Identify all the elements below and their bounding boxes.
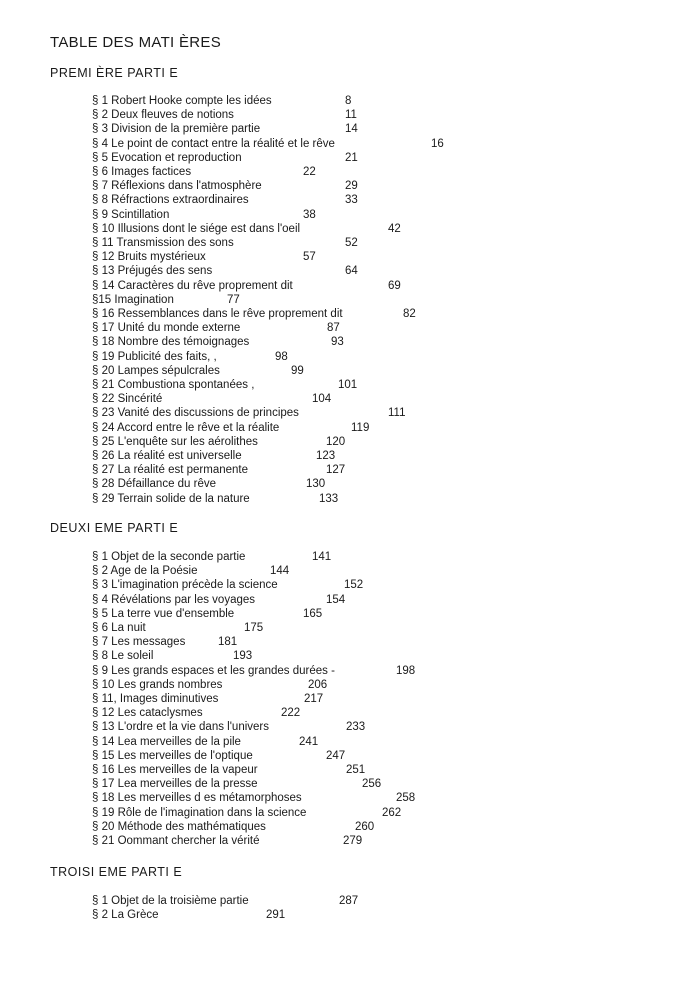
toc-entry-label: § 2 Age de la Poésie xyxy=(92,565,198,578)
toc-entry-label: § 13 Préjugés des sens xyxy=(92,265,213,278)
toc-entry-label: § 6 Images factices xyxy=(92,166,192,178)
toc-entry xyxy=(0,222,700,236)
toc-entry-page-number: 57 xyxy=(303,251,316,264)
toc-entry-label: § 10 Illusions dont le siége est dans l'oeil xyxy=(92,222,301,235)
toc-entry-page-number: 22 xyxy=(303,166,316,178)
toc-entry-label: § 2 Deux fleuves de notions xyxy=(92,109,234,122)
toc-entry-page-number: 101 xyxy=(338,379,358,391)
toc-entry xyxy=(0,908,700,922)
toc-entry-page-number: 291 xyxy=(266,909,286,922)
toc-entry-label: § 14 Caractères du rêve proprement dit xyxy=(92,279,293,292)
toc-entry xyxy=(0,578,700,592)
toc-entry xyxy=(0,692,700,706)
toc-entry xyxy=(0,492,700,506)
toc-entry-label: § 18 Les merveilles d es métamorphoses xyxy=(92,792,302,805)
part-title: TROISI EME PARTI E xyxy=(50,865,183,879)
toc-entry xyxy=(0,392,700,406)
toc-entry-label: § 16 Ressemblances dans le rêve proprement dit xyxy=(92,308,343,320)
toc-entry-label: § 27 La réalité est permanente xyxy=(92,464,248,477)
toc-entry xyxy=(0,763,700,777)
toc-entry xyxy=(0,720,700,734)
toc-entry xyxy=(0,435,700,449)
toc-entry-page-number: 77 xyxy=(227,293,240,306)
toc-entry-page-number: 82 xyxy=(403,308,416,320)
toc-entry-page-number: 42 xyxy=(388,222,401,235)
toc-entry-page-number: 262 xyxy=(382,806,402,819)
toc-entry xyxy=(0,250,700,264)
toc-entry-label: § 13 L'ordre et la vie dans l'univers xyxy=(92,721,269,734)
toc-entry-page-number: 198 xyxy=(396,664,416,677)
toc-entry-page-number: 141 xyxy=(312,551,332,563)
toc-entry-label: § 9 Les grands espaces et les grandes durées - xyxy=(92,664,335,677)
toc-entry-label: § 6 La nuit xyxy=(92,622,146,634)
toc-entry xyxy=(0,307,700,321)
toc-entry xyxy=(0,364,700,378)
toc-entry-page-number: 33 xyxy=(345,194,358,207)
toc-entry-page-number: 69 xyxy=(388,279,401,292)
toc-entry xyxy=(0,635,700,649)
toc-entry-page-number: 133 xyxy=(319,492,339,505)
toc-entry xyxy=(0,649,700,663)
toc-entry-page-number: 144 xyxy=(270,565,290,578)
toc-entry xyxy=(0,321,700,335)
toc-entry-label: § 22 Sincérité xyxy=(92,393,163,406)
toc-entry xyxy=(0,749,700,763)
toc-entry-label: § 29 Terrain solide de la nature xyxy=(92,492,250,505)
toc-entry xyxy=(0,593,700,607)
toc-entry-label: § 15 Les merveilles de l'optique xyxy=(92,749,253,762)
toc-entry xyxy=(0,607,700,621)
toc-entry-label: § 1 Robert Hooke compte les idées xyxy=(92,95,272,107)
toc-entry-label: § 12 Les cataclysmes xyxy=(92,707,203,720)
toc-entry-label: § 3 Division de la première partie xyxy=(92,123,261,136)
toc-entry xyxy=(0,406,700,420)
toc-entry-label: § 2 La Grèce xyxy=(92,909,159,922)
toc-entry-label: § 19 Publicité des faits, , xyxy=(92,350,217,363)
toc-entry-page-number: 181 xyxy=(218,636,238,649)
toc-entry-page-number: 165 xyxy=(303,607,323,620)
toc-entry-label: § 28 Défaillance du rêve xyxy=(92,478,217,491)
toc-entry-page-number: 29 xyxy=(345,180,358,193)
part-title: PREMI ÈRE PARTI E xyxy=(50,66,179,80)
toc-entry-page-number: 222 xyxy=(281,707,301,720)
toc-entry xyxy=(0,421,700,435)
toc-entry-label: § 20 Lampes sépulcrales xyxy=(92,364,220,377)
toc-entry-label: § 16 Les merveilles de la vapeur xyxy=(92,764,258,776)
toc-entry-page-number: 258 xyxy=(396,792,416,805)
toc-entry-page-number: 175 xyxy=(244,622,264,634)
toc-entry-page-number: 241 xyxy=(299,735,319,748)
toc-entry xyxy=(0,350,700,364)
toc-entry-page-number: 130 xyxy=(306,478,326,491)
toc-entry-page-number: 38 xyxy=(303,208,316,221)
toc-entry-page-number: 247 xyxy=(326,749,346,762)
toc-entry xyxy=(0,108,700,122)
toc-entry-page-number: 256 xyxy=(362,778,382,791)
toc-entry-page-number: 104 xyxy=(312,393,332,406)
toc-entry xyxy=(0,550,700,564)
toc-entry-page-number: 64 xyxy=(345,265,358,278)
toc-entry xyxy=(0,335,700,349)
toc-entry-label: § 12 Bruits mystérieux xyxy=(92,251,206,264)
toc-entry-page-number: 98 xyxy=(275,350,288,363)
toc-entry xyxy=(0,293,700,307)
toc-entry-label: § 20 Méthode des mathématiques xyxy=(92,820,266,833)
toc-entry xyxy=(0,806,700,820)
toc-entry-label: § 3 L'imagination précède la science xyxy=(92,579,278,592)
toc-entry-label: § 8 Le soleil xyxy=(92,650,154,663)
toc-entry xyxy=(0,449,700,463)
toc-entry-page-number: 260 xyxy=(355,820,375,833)
toc-entry xyxy=(0,208,700,222)
part-title: DEUXI EME PARTI E xyxy=(50,521,179,535)
toc-entry xyxy=(0,279,700,293)
toc-entry-label: § 8 Réfractions extraordinaires xyxy=(92,194,249,207)
toc-entry-page-number: 206 xyxy=(308,678,328,691)
toc-entry-page-number: 11 xyxy=(345,109,357,122)
toc-entry-page-number: 8 xyxy=(345,95,352,107)
toc-entry-label: § 4 Révélations par les voyages xyxy=(92,593,256,606)
toc-entry xyxy=(0,834,700,848)
toc-entry-label: § 5 La terre vue d'ensemble xyxy=(92,607,235,620)
toc-entry xyxy=(0,791,700,805)
toc-entry-label: § 19 Rôle de l'imagination dans la science xyxy=(92,806,307,819)
toc-entry-page-number: 251 xyxy=(346,764,366,776)
toc-entry xyxy=(0,179,700,193)
document-title: TABLE DES MATI ÈRES xyxy=(50,34,222,51)
toc-entry-page-number: 123 xyxy=(316,450,336,462)
toc-entry-page-number: 279 xyxy=(343,835,363,847)
toc-entry xyxy=(0,477,700,491)
toc-entry-label: § 5 Evocation et reproduction xyxy=(92,151,242,164)
toc-entry-page-number: 119 xyxy=(351,421,370,434)
toc-entry xyxy=(0,678,700,692)
toc-entry-label: § 1 Objet de la troisième partie xyxy=(92,895,249,907)
toc-entry xyxy=(0,463,700,477)
toc-entry xyxy=(0,820,700,834)
toc-entry xyxy=(0,165,700,179)
toc-entry-label: § 11, Images diminutives xyxy=(92,693,219,705)
toc-entry-label: § 7 Réflexions dans l'atmosphère xyxy=(92,180,262,193)
toc-entry-page-number: 21 xyxy=(345,151,358,164)
toc-entry-label: § 17 Lea merveilles de la presse xyxy=(92,778,258,791)
toc-entry xyxy=(0,151,700,165)
toc-entry-page-number: 87 xyxy=(327,322,340,335)
toc-entry xyxy=(0,894,700,908)
toc-entry-label: § 7 Les messages xyxy=(92,636,186,649)
toc-entry-page-number: 233 xyxy=(346,721,366,734)
toc-entry-page-number: 154 xyxy=(326,593,346,606)
toc-entry xyxy=(0,621,700,635)
toc-entry xyxy=(0,94,700,108)
toc-entry-page-number: 14 xyxy=(345,123,358,136)
toc-entry xyxy=(0,122,700,136)
toc-entry-page-number: 217 xyxy=(304,693,324,705)
toc-entry xyxy=(0,706,700,720)
toc-entry-label: § 17 Unité du monde externe xyxy=(92,322,241,335)
toc-entry-label: § 21 Oommant chercher la vérité xyxy=(92,835,260,847)
toc-entry-page-number: 193 xyxy=(233,650,253,663)
toc-entry-label: § 14 Lea merveilles de la pile xyxy=(92,735,241,748)
toc-entry-page-number: 120 xyxy=(326,435,346,448)
toc-entry xyxy=(0,137,700,151)
toc-entry-page-number: 93 xyxy=(331,336,344,349)
toc-entry-label: § 26 La réalité est universelle xyxy=(92,450,242,462)
toc-entry-label: § 23 Vanité des discussions de principes xyxy=(92,407,299,420)
toc-entry xyxy=(0,378,700,392)
toc-entry-page-number: 16 xyxy=(431,137,444,150)
toc-entry-label: §15 Imagination xyxy=(92,293,174,306)
toc-entry xyxy=(0,735,700,749)
toc-entry xyxy=(0,664,700,678)
toc-entry-label: § 1 Objet de la seconde partie xyxy=(92,551,246,563)
toc-entry-page-number: 52 xyxy=(345,237,358,249)
toc-entry-label: § 10 Les grands nombres xyxy=(92,678,223,691)
toc-entry xyxy=(0,777,700,791)
toc-entry-page-number: 127 xyxy=(326,464,346,477)
toc-entry-label: § 9 Scintillation xyxy=(92,208,170,221)
toc-entry-label: § 11 Transmission des sons xyxy=(92,237,234,249)
toc-entry xyxy=(0,193,700,207)
toc-entry xyxy=(0,564,700,578)
toc-entry xyxy=(0,236,700,250)
toc-entry-label: § 21 Combustiona spontanées , xyxy=(92,379,255,391)
toc-entry-page-number: 152 xyxy=(344,579,364,592)
toc-entry xyxy=(0,264,700,278)
toc-entry-page-number: 287 xyxy=(339,895,359,907)
toc-entry-label: § 24 Accord entre le rêve et la réalite xyxy=(92,421,280,434)
toc-entry-page-number: 99 xyxy=(291,364,304,377)
toc-entry-label: § 25 L'enquête sur les aérolithes xyxy=(92,435,258,448)
toc-entry-page-number: 111 xyxy=(388,407,406,420)
toc-entry-label: § 4 Le point de contact entre la réalité et le rêve xyxy=(92,137,335,150)
toc-entry-label: § 18 Nombre des témoignages xyxy=(92,336,250,349)
